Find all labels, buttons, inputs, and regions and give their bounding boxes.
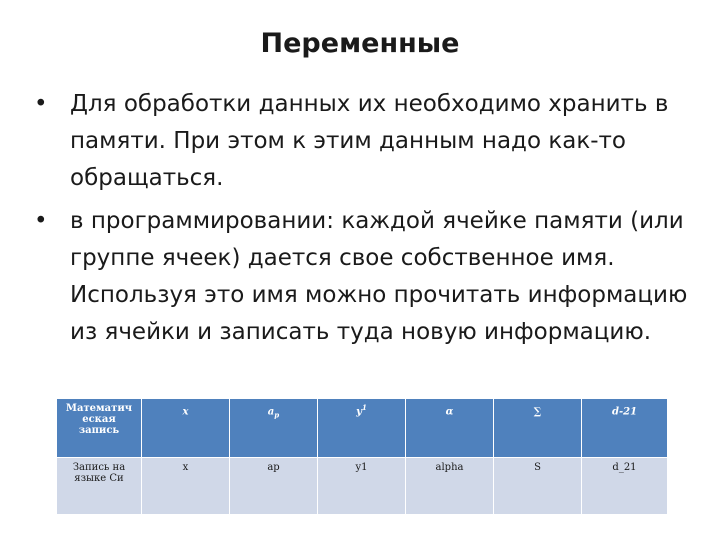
table-cell: x xyxy=(142,458,230,515)
bullet-item xyxy=(34,86,694,197)
bullet-marker: • xyxy=(34,208,48,234)
table-header-cell: α xyxy=(406,399,494,458)
table-header-label: Математич еская запись xyxy=(57,399,142,458)
notation-table xyxy=(56,398,668,515)
slide-title: Переменные xyxy=(260,28,460,59)
bullet-marker: • xyxy=(34,91,48,117)
table-header-cell: x xyxy=(142,399,230,458)
table-cell: S xyxy=(494,458,582,515)
table-row-label: Запись на языке Си xyxy=(57,458,142,515)
table-cell: y1 xyxy=(318,458,406,515)
table-cell: d_21 xyxy=(582,458,668,515)
table-cell: alpha xyxy=(406,458,494,515)
bullet-text: Для обработки данных их необходимо хранить в памяти. При этом к этим данным надо как-то обращаться. xyxy=(70,91,669,191)
table-header-cell: ∑ xyxy=(494,399,582,458)
table-header-cell: d-21 xyxy=(582,399,668,458)
table-header-cell: $y^1$ xyxy=(318,399,406,458)
bullet-item xyxy=(34,203,694,351)
table-header-row xyxy=(57,399,668,458)
table-row xyxy=(57,458,668,515)
bullet-list xyxy=(34,86,694,357)
bullet-text: в программировании: каждой ячейке памяти (или группе ячеек) дается свое собственное имя. Используя это имя можно прочитать информацию из ячейки и записать туда новую информацию. xyxy=(70,208,688,345)
table-header-cell: $a_p$ xyxy=(230,399,318,458)
table-cell: ap xyxy=(230,458,318,515)
